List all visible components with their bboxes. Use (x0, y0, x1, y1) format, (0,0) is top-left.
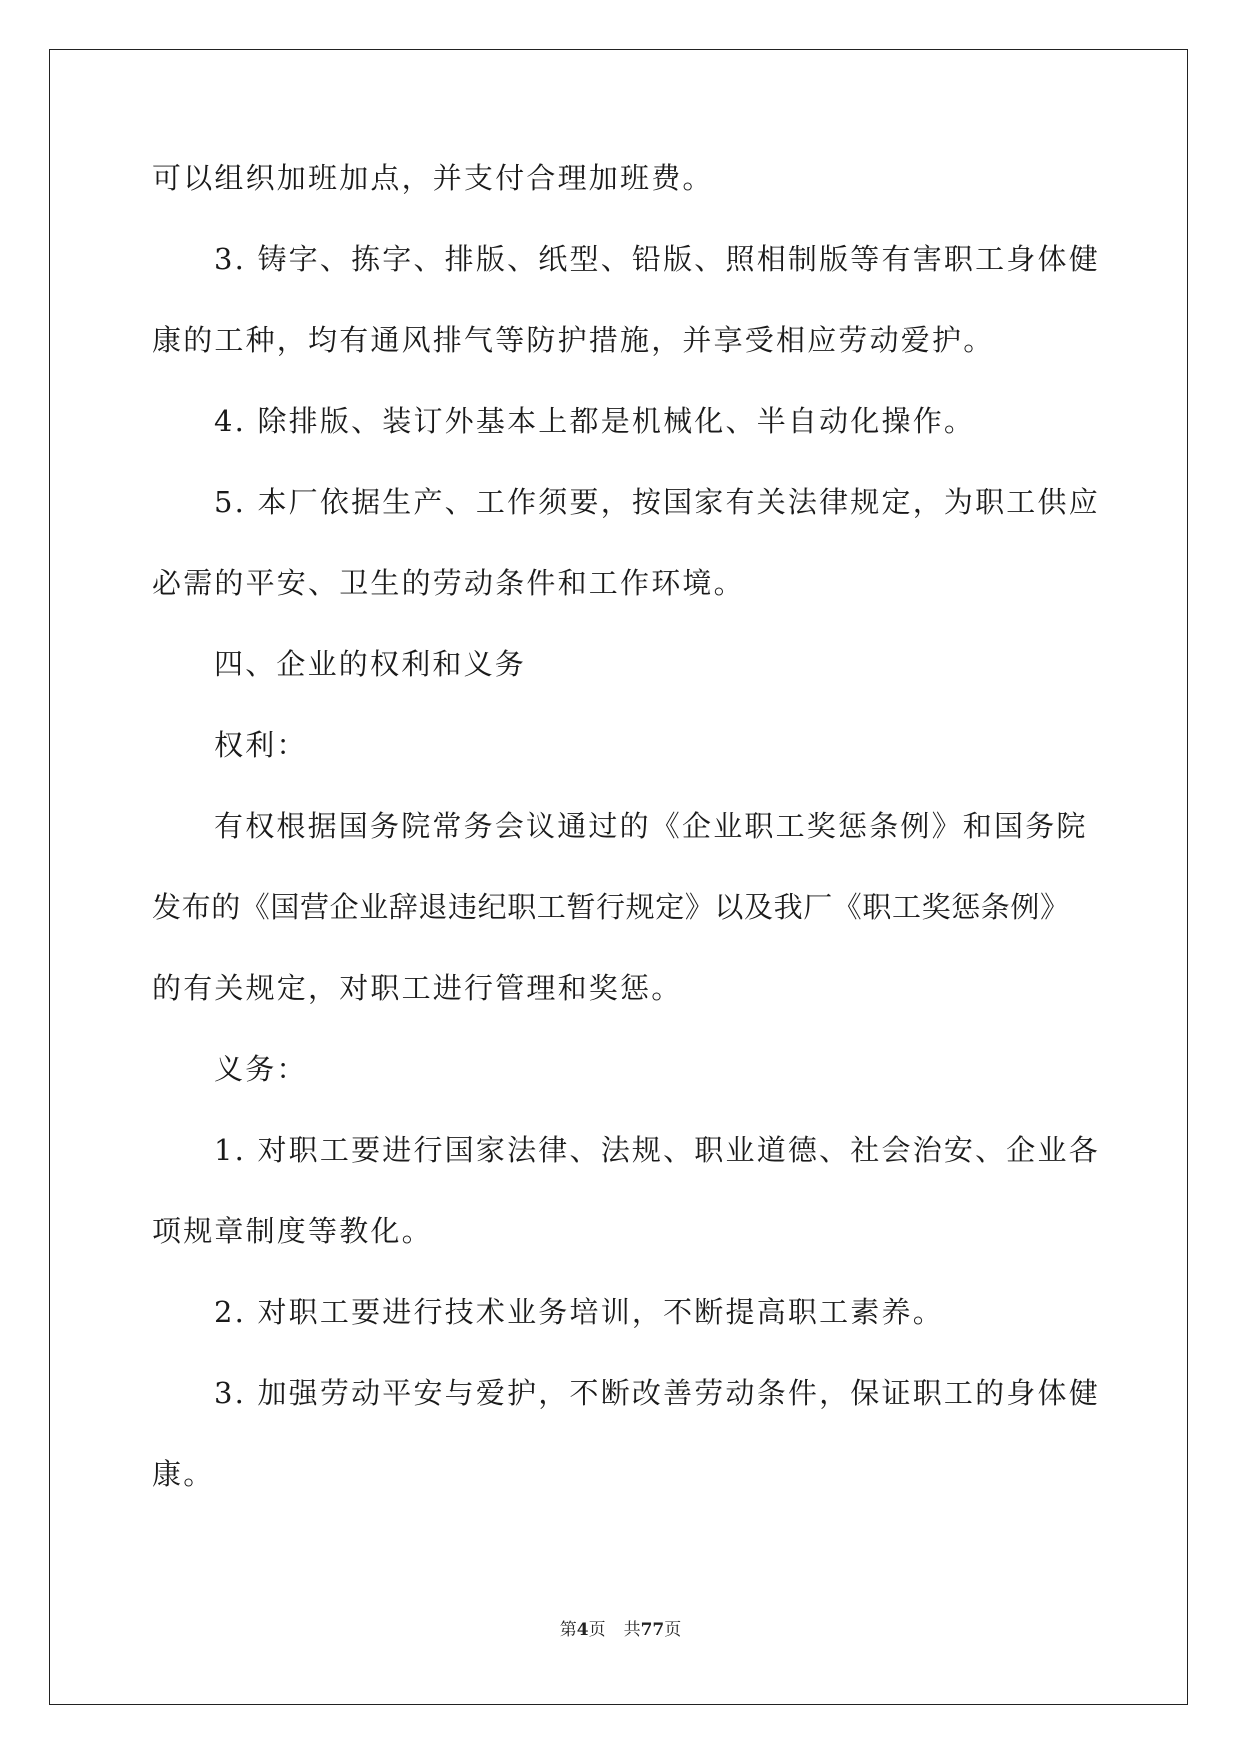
text-line: 1. 对职工要进行国家法律、法规、职业道德、社会治安、企业各 (214, 1133, 1100, 1167)
page-footer (0, 1618, 1241, 1642)
text-line: 3. 加强劳动平安与爱护，不断改善劳动条件，保证职工的身体健 (214, 1376, 1100, 1410)
text-line: 的有关规定，对职工进行管理和奖惩。 (152, 971, 683, 1005)
page-border (49, 49, 1188, 1705)
text-line: 必需的平安、卫生的劳动条件和工作环境。 (152, 566, 745, 600)
text-line: 2. 对职工要进行技术业务培训，不断提高职工素养。 (214, 1295, 944, 1329)
subheading: 义务： (214, 1052, 308, 1086)
subheading: 权利： (214, 728, 308, 762)
footer-page-prefix: 第 (559, 1620, 577, 1640)
text-line: 3. 铸字、拣字、排版、纸型、铅版、照相制版等有害职工身体健 (214, 242, 1100, 276)
footer-total-prefix: 共 (623, 1620, 641, 1640)
text-line: 4. 除排版、装订外基本上都是机械化、半自动化操作。 (214, 404, 976, 438)
footer-total-pages: 77 (640, 1620, 665, 1640)
text-line: 5. 本厂依据生产、工作须要，按国家有关法律规定，为职工供应 (214, 485, 1100, 519)
text-line: 康。 (152, 1457, 215, 1491)
text-line: 项规章制度等教化。 (152, 1214, 433, 1248)
section-heading: 四、企业的权利和义务 (214, 647, 527, 681)
text-line: 康的工种，均有通风排气等防护措施，并享受相应劳动爱护。 (152, 323, 995, 357)
footer-page-number: 4 (576, 1620, 589, 1640)
text-line: 有权根据国务院常务会议通过的《企业职工奖惩条例》和国务院 (214, 809, 1088, 843)
footer-page-unit: 页 (588, 1620, 606, 1640)
text-line: 发布的《国营企业辞退违纪职工暂行规定》以及我厂《职工奖惩条例》 (152, 890, 1070, 924)
footer-total-unit: 页 (664, 1620, 682, 1640)
text-line: 可以组织加班加点，并支付合理加班费。 (152, 161, 714, 195)
